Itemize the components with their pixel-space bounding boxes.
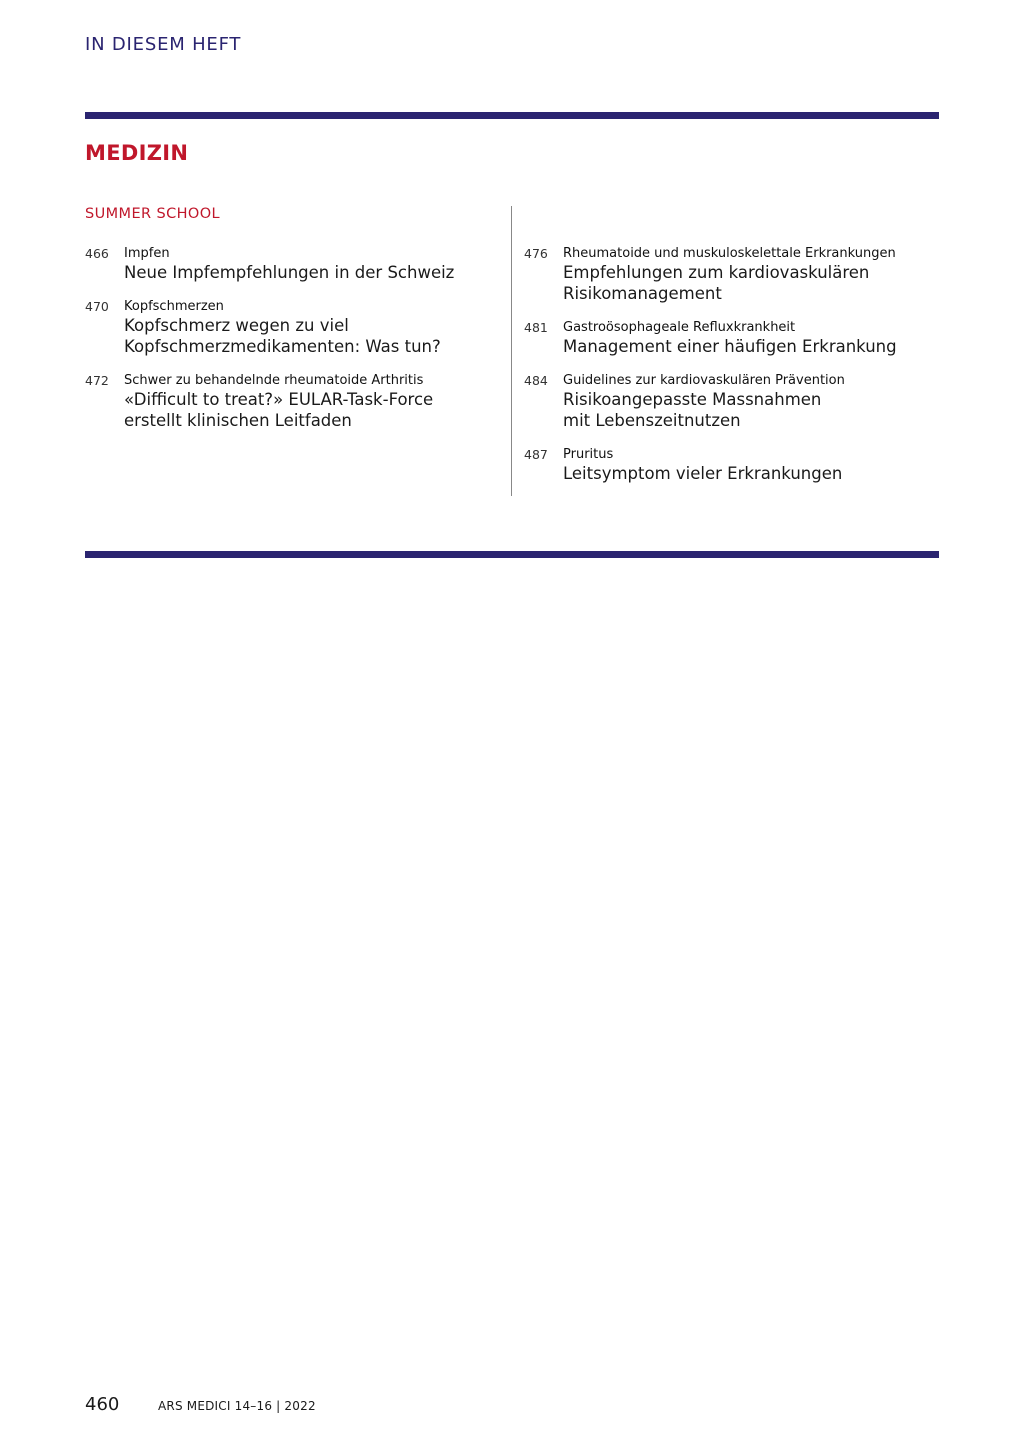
- toc-page-number: 484: [524, 373, 548, 388]
- toc-right-column: [524, 246, 944, 500]
- footer-publication: ARS MEDICI 14–16 | 2022: [158, 1399, 316, 1413]
- toc-headline[interactable]: mit Lebenszeitnutzen: [563, 411, 741, 430]
- toc-headline[interactable]: Kopfschmerz wegen zu viel: [124, 316, 349, 335]
- subsection-title: SUMMER SCHOOL: [85, 206, 221, 222]
- toc-headline[interactable]: Leitsymptom vieler Erkrankungen: [563, 464, 843, 483]
- toc-page-number: 487: [524, 447, 548, 462]
- column-divider: [511, 206, 512, 496]
- toc-headline[interactable]: Empfehlungen zum kardiovaskulären: [563, 263, 870, 282]
- toc-kicker: Schwer zu behandelnde rheumatoide Arthritis: [124, 373, 424, 388]
- toc-page-number: 476: [524, 246, 548, 261]
- top-rule: [85, 112, 939, 119]
- toc-page-number: 466: [85, 246, 109, 261]
- toc-page-number: 481: [524, 320, 548, 335]
- toc-entry[interactable]: [85, 246, 495, 283]
- toc-kicker: Pruritus: [563, 447, 614, 462]
- page-header-title: IN DIESEM HEFT: [85, 34, 242, 55]
- toc-headline[interactable]: Risikomanagement: [563, 284, 722, 303]
- toc-entry[interactable]: [524, 447, 944, 484]
- toc-headline[interactable]: Risikoangepasste Massnahmen: [563, 390, 822, 409]
- toc-page-number: 472: [85, 373, 109, 388]
- toc-kicker: Gastroösophageale Refluxkrankheit: [563, 320, 796, 335]
- toc-entry[interactable]: [524, 373, 944, 431]
- toc-headline[interactable]: «Difficult to treat?» EULAR-Task-Force: [124, 390, 434, 409]
- toc-kicker: Rheumatoide und muskuloskelettale Erkrankungen: [563, 246, 896, 261]
- toc-headline[interactable]: Neue Impfempfehlungen in der Schweiz: [124, 263, 455, 282]
- section-title: MEDIZIN: [85, 141, 189, 165]
- toc-kicker: Impfen: [124, 246, 170, 261]
- toc-entry[interactable]: [85, 299, 495, 357]
- toc-kicker: Kopfschmerzen: [124, 299, 224, 314]
- toc-headline[interactable]: Kopfschmerzmedikamenten: Was tun?: [124, 337, 441, 356]
- toc-headline[interactable]: erstellt klinischen Leitfaden: [124, 411, 352, 430]
- bottom-rule: [85, 551, 939, 558]
- toc-entry[interactable]: [524, 320, 944, 357]
- toc-left-column: [85, 246, 495, 447]
- toc-entry[interactable]: [85, 373, 495, 431]
- toc-headline[interactable]: Management einer häufigen Erkrankung: [563, 337, 897, 356]
- toc-kicker: Guidelines zur kardiovaskulären Prävention: [563, 373, 845, 388]
- toc-entry[interactable]: [524, 246, 944, 304]
- footer-page-number: 460: [85, 1394, 120, 1415]
- toc-page-number: 470: [85, 299, 109, 314]
